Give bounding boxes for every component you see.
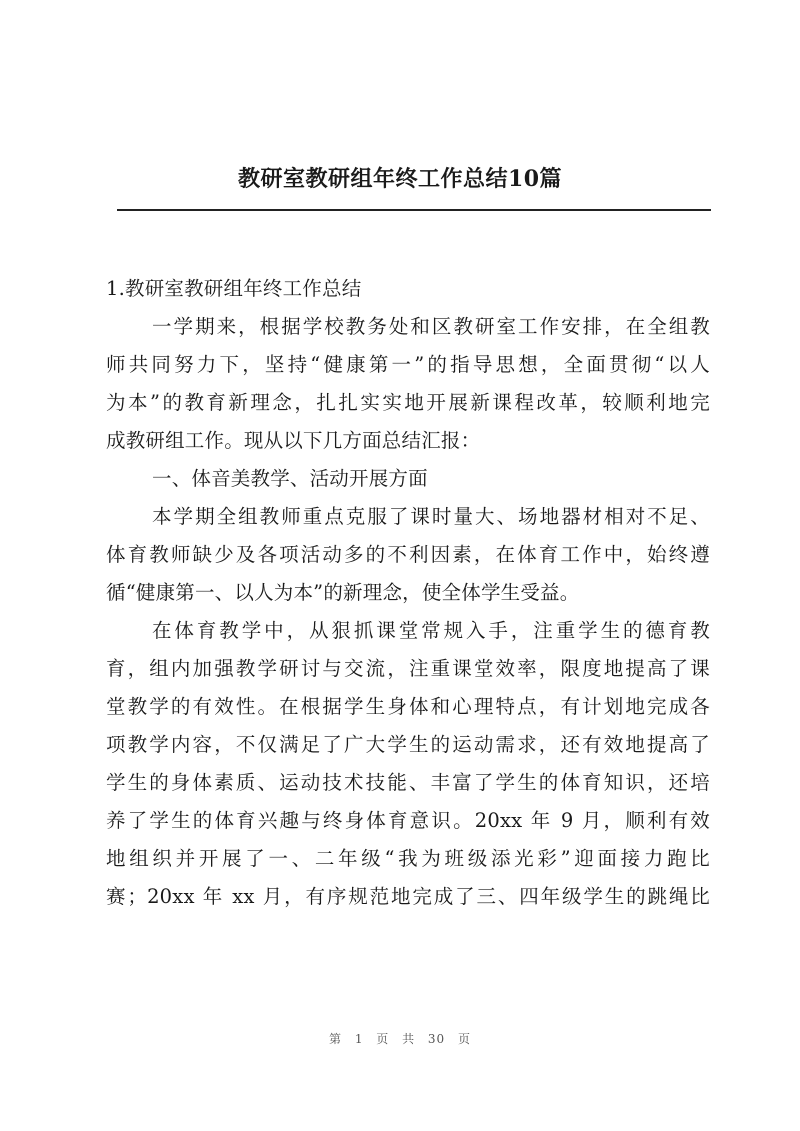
paragraph-line: 项教学内容，不仅满足了广大学生的运动需求，还有效地提高了 xyxy=(106,733,710,756)
paragraph-line: 为本”的教育新理念，扎扎实实地开展新课程改革，较顺利地完 xyxy=(106,391,710,414)
paragraph-line: 赛；20xx 年 xx 月，有序规范地完成了三、四年级学生的跳绳比 xyxy=(106,885,710,908)
paragraph-line: 循“健康第一、以人为本”的新理念，使全体学生受益。 xyxy=(106,581,580,604)
paragraph-line: 体育教师缺少及各项活动多的不利因素，在体育工作中，始终遵 xyxy=(106,543,710,566)
paragraph-line: 本学期全组教师重点克服了课时量大、场地器材相对不足、 xyxy=(152,505,710,528)
paragraph-line: 师共同努力下，坚持“健康第一”的指导思想，全面贯彻“以人 xyxy=(106,353,710,376)
paragraph-line: 养了学生的体育兴趣与终身体育意识。20xx 年 9 月，顺利有效 xyxy=(106,809,710,832)
paragraph-line: 成教研组工作。现从以下几方面总结汇报： xyxy=(106,429,481,452)
page-title: 教研室教研组年终工作总结10篇 xyxy=(237,166,563,192)
paragraph-line: 育，组内加强教学研讨与交流，注重课堂效率，限度地提高了课 xyxy=(106,657,710,680)
paragraph-line: 学生的身体素质、运动技术技能、丰富了学生的体育知识，还培 xyxy=(106,771,710,794)
section-heading: 1.教研室教研组年终工作总结 xyxy=(106,277,362,300)
paragraph-line: 一学期来，根据学校教务处和区教研室工作安排，在全组教 xyxy=(152,315,710,338)
page-number-footer: 第 1 页 共 30 页 xyxy=(329,1032,471,1046)
title-divider xyxy=(117,209,711,211)
subsection-heading: 一、体音美教学、活动开展方面 xyxy=(152,467,428,490)
document-body xyxy=(106,270,710,916)
paragraph-line: 在体育教学中，从狠抓课堂常规入手，注重学生的德育教 xyxy=(152,619,710,642)
paragraph-line: 地组织并开展了一、二年级“我为班级添光彩”迎面接力跑比 xyxy=(106,847,710,870)
paragraph-line: 堂教学的有效性。在根据学生身体和心理特点，有计划地完成各 xyxy=(106,695,710,718)
